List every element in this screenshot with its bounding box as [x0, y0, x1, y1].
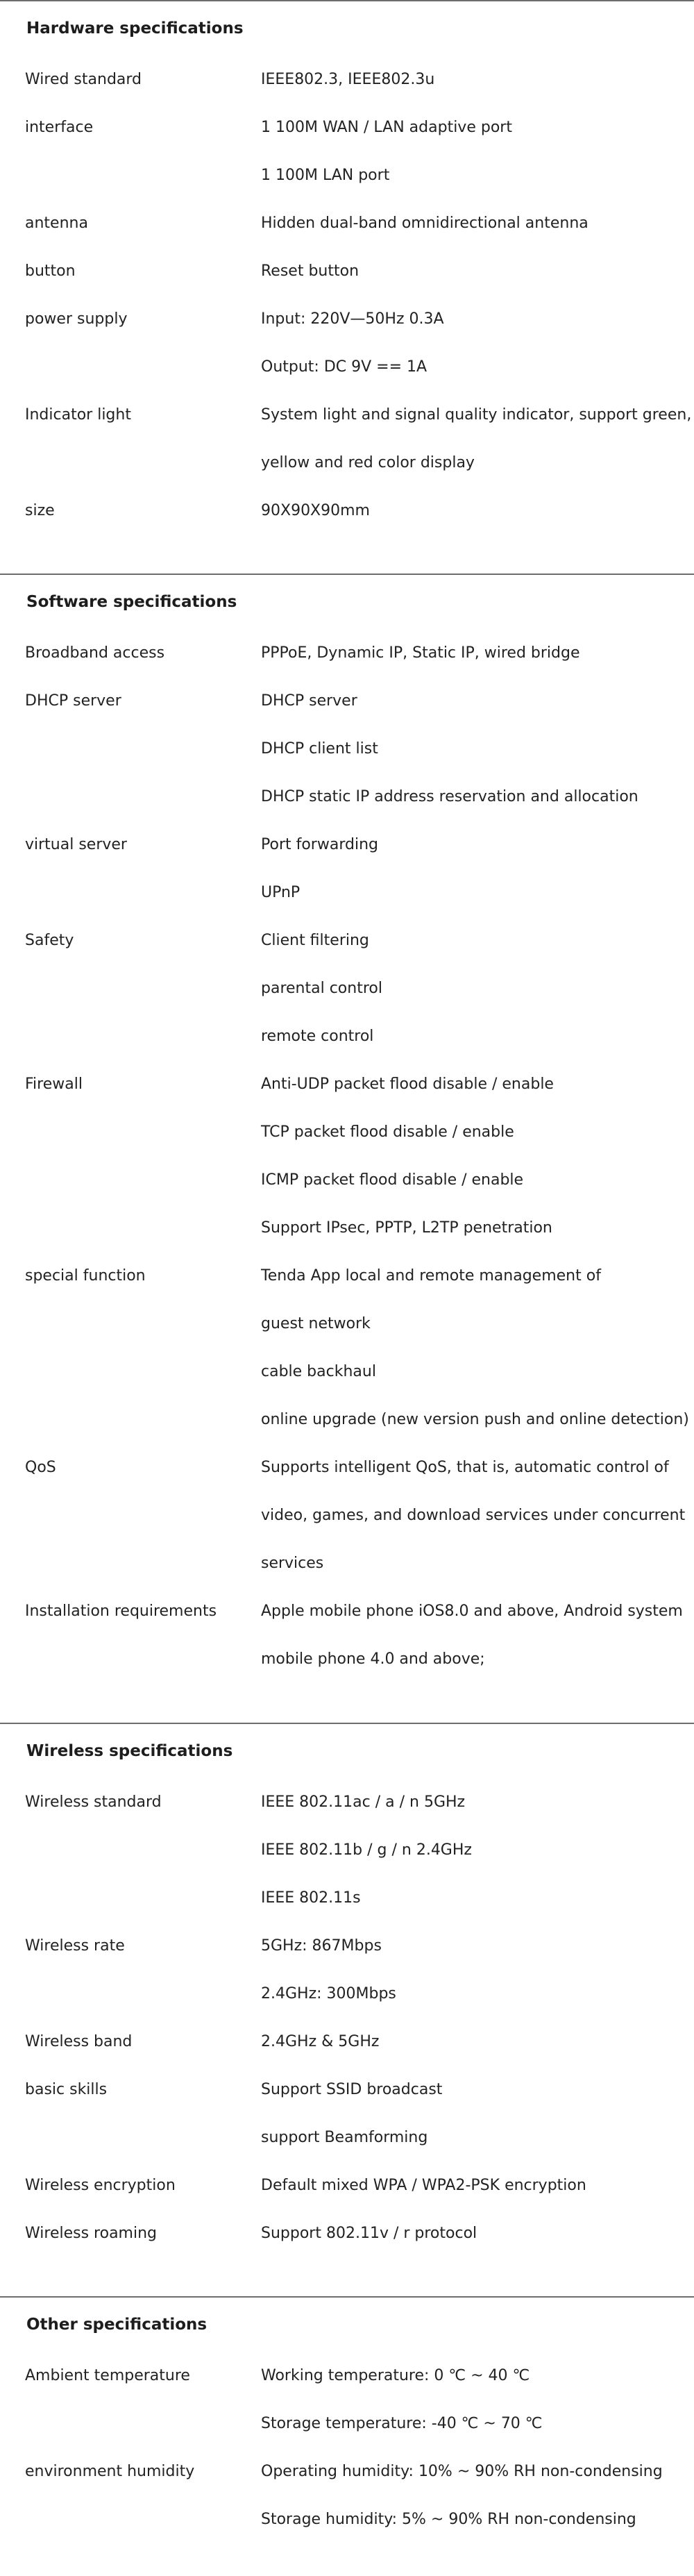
- spec-row: [25, 295, 694, 391]
- spec-value: DHCP static IP address reservation and allocation: [261, 788, 638, 805]
- spec-values: [261, 1252, 694, 1444]
- spec-value: Output: DC 9V == 1A: [261, 358, 428, 376]
- spec-label: Ambient temperature: [25, 2367, 190, 2384]
- spec-row: [25, 2448, 694, 2543]
- spec-value: 2.4GHz: 300Mbps: [261, 1985, 396, 2002]
- spec-value: Anti-UDP packet flood disable / enable: [261, 1076, 554, 1093]
- spec-value: 2.4GHz & 5GHz: [261, 2033, 380, 2050]
- spec-label: size: [25, 502, 55, 519]
- spec-row: [25, 247, 694, 295]
- spec-values: [261, 2161, 694, 2209]
- spec-value: remote control: [261, 1028, 374, 1045]
- spec-value: Operating humidity: 10% ~ 90% RH non-condensing: [261, 2463, 663, 2480]
- spec-label: basic skills: [25, 2081, 108, 2098]
- spec-value: Storage humidity: 5% ~ 90% RH non-condensing: [261, 2511, 636, 2528]
- spec-row: [25, 629, 694, 677]
- spec-row: [25, 917, 694, 1060]
- spec-value: DHCP server: [261, 692, 357, 710]
- spec-label: Wireless encryption: [25, 2177, 176, 2194]
- spec-value: PPPoE, Dynamic IP, Static IP, wired bridge: [261, 644, 580, 662]
- spec-value: Reset button: [261, 262, 359, 280]
- spec-label: Wireless roaming: [25, 2225, 157, 2242]
- spec-value: Hidden dual-band omnidirectional antenna: [261, 215, 589, 232]
- spec-row: [25, 1060, 694, 1252]
- spec-values: [261, 199, 694, 247]
- spec-value: IEEE802.3, IEEE802.3u: [261, 71, 435, 88]
- spec-values: [261, 917, 694, 1060]
- spec-label: Wireless standard: [25, 1793, 162, 1811]
- spec-value: IEEE 802.11s: [261, 1889, 361, 1907]
- spec-value: DHCP client list: [261, 740, 378, 758]
- spec-row: [25, 103, 694, 199]
- spec-value: guest network: [261, 1315, 371, 1332]
- spec-values: [261, 1922, 694, 2018]
- spec-value: Default mixed WPA / WPA2-PSK encryption: [261, 2177, 586, 2194]
- spec-values: [261, 1060, 694, 1252]
- spec-value: Support SSID broadcast: [261, 2081, 443, 2098]
- section-title: Other specifications: [26, 2316, 208, 2334]
- spec-label: environment humidity: [25, 2463, 195, 2480]
- spec-label: button: [25, 262, 76, 280]
- spec-value: 1 100M WAN / LAN adaptive port: [261, 119, 512, 136]
- spec-values: [261, 821, 694, 917]
- spec-value: ICMP packet flood disable / enable: [261, 1171, 524, 1189]
- other-specifications-section: [0, 2296, 694, 2576]
- spec-value: UPnP: [261, 884, 301, 901]
- spec-label: antenna: [25, 215, 88, 232]
- spec-label: QoS: [25, 1459, 56, 1476]
- spec-row: [25, 2161, 694, 2209]
- spec-values: [261, 2018, 694, 2066]
- spec-values: [261, 247, 694, 295]
- section-title: Software specifications: [26, 593, 237, 611]
- spec-values: [261, 56, 694, 103]
- spec-value: TCP packet flood disable / enable: [261, 1123, 514, 1141]
- spec-row: [25, 1922, 694, 2018]
- spec-values: [261, 2352, 694, 2448]
- spec-row: [25, 821, 694, 917]
- spec-value: IEEE 802.11ac / a / n 5GHz: [261, 1793, 466, 1811]
- spec-values: [261, 2066, 694, 2161]
- spec-row: [25, 1587, 694, 1683]
- spec-value: 5GHz: 867Mbps: [261, 1937, 382, 1955]
- spec-values: [261, 391, 694, 487]
- spec-value: 1 100M LAN port: [261, 167, 390, 184]
- spec-row: [25, 199, 694, 247]
- spec-label: Safety: [25, 932, 74, 949]
- spec-value: services: [261, 1555, 324, 1572]
- spec-value: Storage temperature: -40 ℃ ~ 70 ℃: [261, 2415, 543, 2432]
- spec-value: Port forwarding: [261, 836, 378, 853]
- spec-row: [25, 1252, 694, 1444]
- spec-values: [261, 2448, 694, 2543]
- spec-values: [261, 2209, 694, 2257]
- spec-value: mobile phone 4.0 and above;: [261, 1650, 485, 1668]
- spec-value: Input: 220V—50Hz 0.3A: [261, 310, 444, 328]
- spec-value: System light and signal quality indicator, support green,: [261, 406, 692, 424]
- spec-label: Wireless band: [25, 2033, 133, 2050]
- spec-row: [25, 391, 694, 487]
- spec-row: [25, 56, 694, 103]
- section-title: Hardware specifications: [26, 19, 244, 37]
- spec-row: [25, 2018, 694, 2066]
- spec-value: Apple mobile phone iOS8.0 and above, Android system: [261, 1603, 683, 1620]
- spec-value: Working temperature: 0 ℃ ~ 40 ℃: [261, 2367, 530, 2384]
- spec-values: [261, 677, 694, 821]
- spec-values: [261, 1587, 694, 1683]
- spec-value: Supports intelligent QoS, that is, automatic control of: [261, 1459, 669, 1476]
- spec-value: Support IPsec, PPTP, L2TP penetration: [261, 1219, 552, 1237]
- spec-values: [261, 1778, 694, 1922]
- spec-row: [25, 677, 694, 821]
- spec-values: [261, 103, 694, 199]
- spec-value: IEEE 802.11b / g / n 2.4GHz: [261, 1841, 472, 1859]
- spec-label: DHCP server: [25, 692, 121, 710]
- spec-label: power supply: [25, 310, 128, 328]
- spec-label: Firewall: [25, 1076, 83, 1093]
- spec-label: Indicator light: [25, 406, 131, 424]
- spec-values: [261, 1444, 694, 1587]
- spec-value: online upgrade (new version push and online detection): [261, 1411, 689, 1428]
- spec-row: [25, 487, 694, 535]
- spec-values: [261, 629, 694, 677]
- wireless-specifications-section: [0, 1723, 694, 2296]
- spec-label: special function: [25, 1267, 146, 1285]
- spec-value: cable backhaul: [261, 1363, 376, 1380]
- spec-row: [25, 2352, 694, 2448]
- spec-values: [261, 487, 694, 535]
- spec-row: [25, 2209, 694, 2257]
- software-specifications-section: [0, 574, 694, 1723]
- spec-label: interface: [25, 119, 94, 136]
- section-title: Wireless specifications: [26, 1742, 233, 1760]
- spec-values: [261, 295, 694, 391]
- spec-value: Tenda App local and remote management of: [261, 1267, 601, 1285]
- spec-row: [25, 1444, 694, 1587]
- spec-value: Client filtering: [261, 932, 369, 949]
- spec-label: Wired standard: [25, 71, 142, 88]
- spec-value: parental control: [261, 980, 382, 997]
- spec-label: Broadband access: [25, 644, 165, 662]
- spec-value: Support 802.11v / r protocol: [261, 2225, 477, 2242]
- spec-value: support Beamforming: [261, 2129, 428, 2146]
- spec-row: [25, 2066, 694, 2161]
- hardware-specifications-section: [0, 0, 694, 574]
- spec-label: virtual server: [25, 836, 127, 853]
- spec-value: 90X90X90mm: [261, 502, 370, 519]
- spec-row: [25, 1778, 694, 1922]
- spec-label: Wireless rate: [25, 1937, 125, 1955]
- spec-label: Installation requirements: [25, 1603, 217, 1620]
- spec-value: video, games, and download services under concurrent: [261, 1507, 686, 1524]
- spec-value: yellow and red color display: [261, 454, 475, 471]
